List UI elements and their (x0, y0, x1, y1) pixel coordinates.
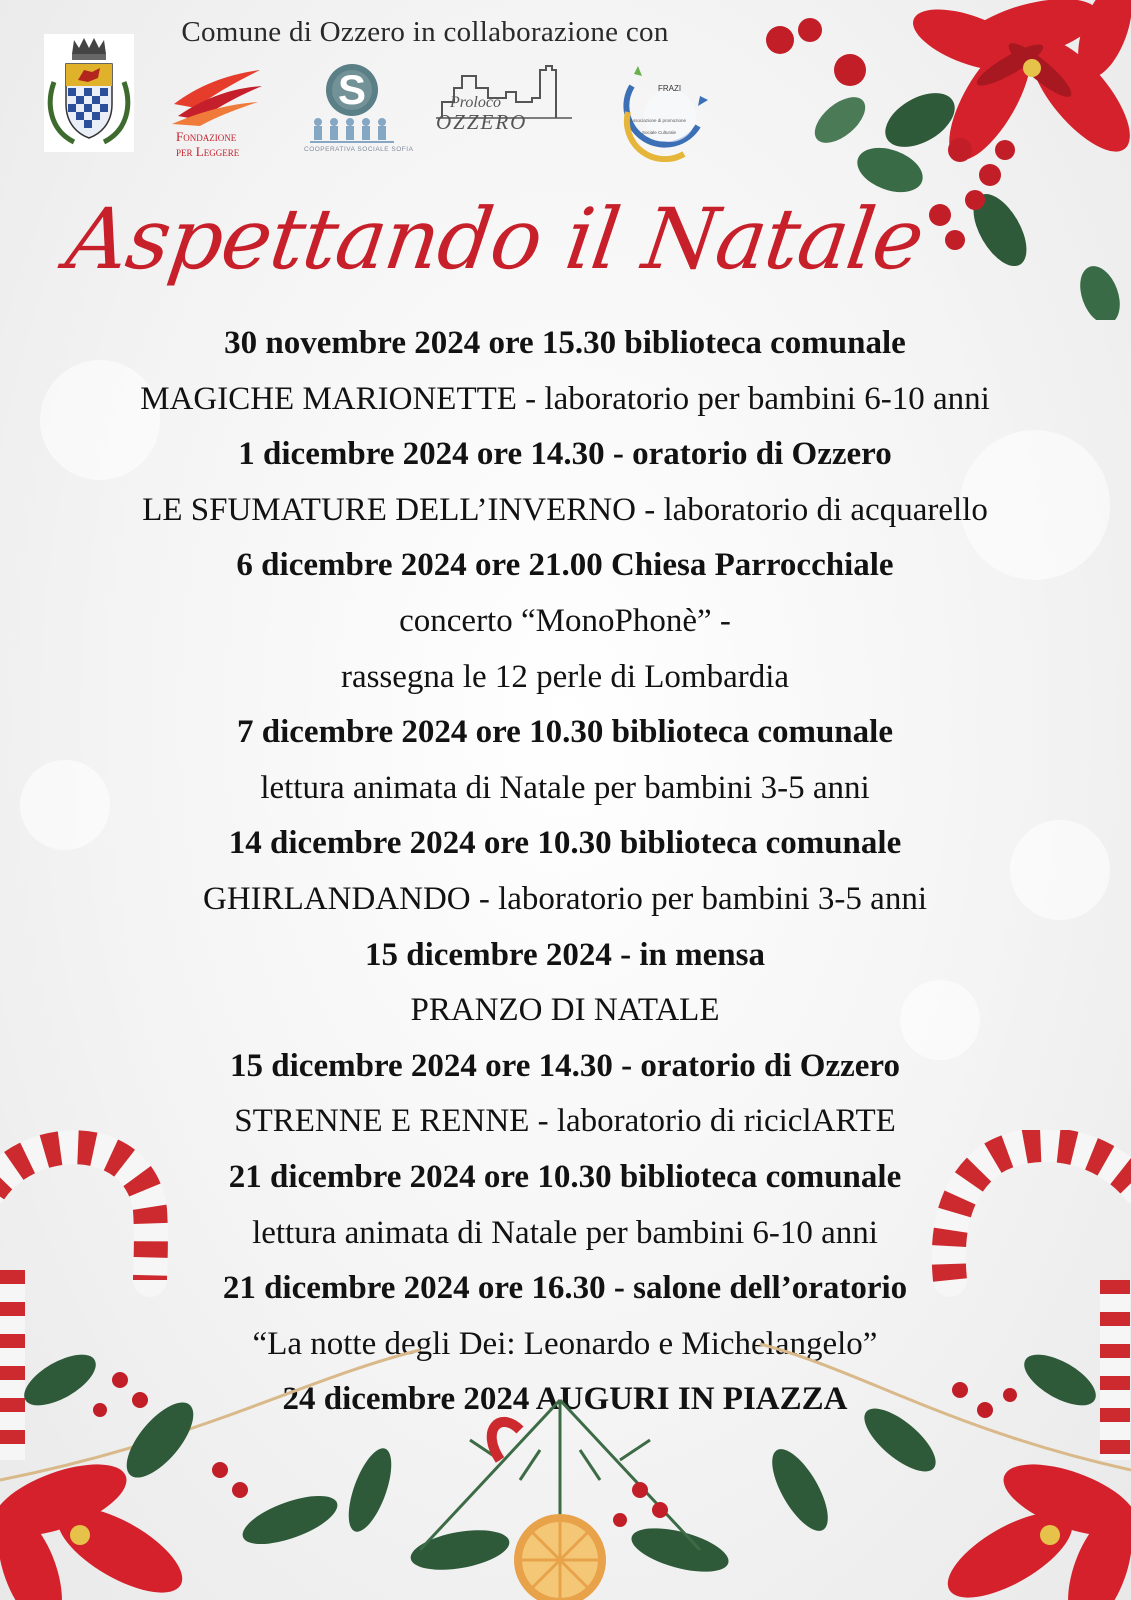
event-date-line: 7 dicembre 2024 ore 10.30 biblioteca comunale (237, 714, 893, 751)
event-date-line: 6 dicembre 2024 ore 21.00 Chiesa Parrocchiale (236, 547, 894, 584)
event-description: MAGICHE MARIONETTE - laboratorio per bambini 6-10 anni (140, 380, 990, 417)
event-description: lettura animata di Natale per bambini 3-5 anni (260, 769, 870, 806)
dried-orange-slice-icon (514, 1514, 606, 1600)
event-date-line: 15 dicembre 2024 ore 14.30 - oratorio di Ozzero (230, 1047, 900, 1084)
poinsettia-top-right-icon (740, 0, 1131, 320)
event-description: lettura animata di Natale per bambini 6-10 anni (252, 1214, 878, 1251)
proloco-line2: OZZERO (436, 110, 528, 134)
sofia-caption: COOPERATIVA SOCIALE SOFIA (304, 146, 414, 153)
proloco-line1: Proloco (450, 94, 501, 111)
frazione-mondo-logo (612, 56, 722, 162)
event-date-line: 1 dicembre 2024 ore 14.30 - oratorio di Ozzero (238, 436, 892, 473)
globe-arrows-icon (612, 56, 722, 162)
fondazione-line2: per Leggere (176, 144, 240, 159)
event-date-line: 14 dicembre 2024 ore 10.30 biblioteca comunale (228, 825, 902, 862)
swoosh-icon (170, 64, 266, 128)
event-date-line: 24 dicembre 2024 AUGURI IN PIAZZA (282, 1381, 848, 1418)
frazione-top-text: FRAZI (658, 84, 682, 93)
event-date-line: 21 dicembre 2024 ore 10.30 biblioteca comunale (228, 1158, 902, 1195)
proloco-ozzero-logo (436, 62, 576, 140)
event-description: rassegna le 12 perle di Lombardia (340, 658, 790, 695)
event-description: concerto “MonoPhonè” - (399, 602, 731, 639)
frazione-sub2: Sociale Culturale (642, 130, 677, 135)
event-description: LE SFUMATURE DELL’INVERNO - laboratorio di acquarello (142, 491, 988, 528)
christmas-garland-bottom-icon (0, 1320, 1131, 1600)
event-date-line: 15 dicembre 2024 - in mensa (365, 936, 765, 973)
collaboration-header: Comune di Ozzero in collaborazione con (181, 16, 669, 48)
event-description: GHIRLANDANDO - laboratorio per bambini 3-5 anni (202, 880, 927, 917)
comune-crest-logo (44, 34, 134, 152)
crest-icon (44, 34, 134, 152)
event-date-line: 21 dicembre 2024 ore 16.30 - salone dell’oratorio (222, 1270, 908, 1307)
event-date-line: 30 novembre 2024 ore 15.30 biblioteca comunale (224, 325, 906, 361)
sofia-letter: S (338, 66, 367, 113)
frazione-sub1: Associazione di promozione (630, 118, 687, 123)
event-title: Aspettando il Natale (60, 190, 930, 288)
event-program (65, 316, 1065, 1428)
fondazione-line1: Fondazione (176, 129, 237, 144)
event-description: STRENNE E RENNE - laboratorio di riciclARTE (234, 1103, 896, 1140)
cooperativa-sofia-logo (304, 62, 414, 162)
event-description: “La notte degli Dei: Leonardo e Michelangelo” (252, 1325, 878, 1362)
event-description: PRANZO DI NATALE (410, 992, 720, 1029)
fondazione-per-leggere-logo (170, 64, 266, 164)
